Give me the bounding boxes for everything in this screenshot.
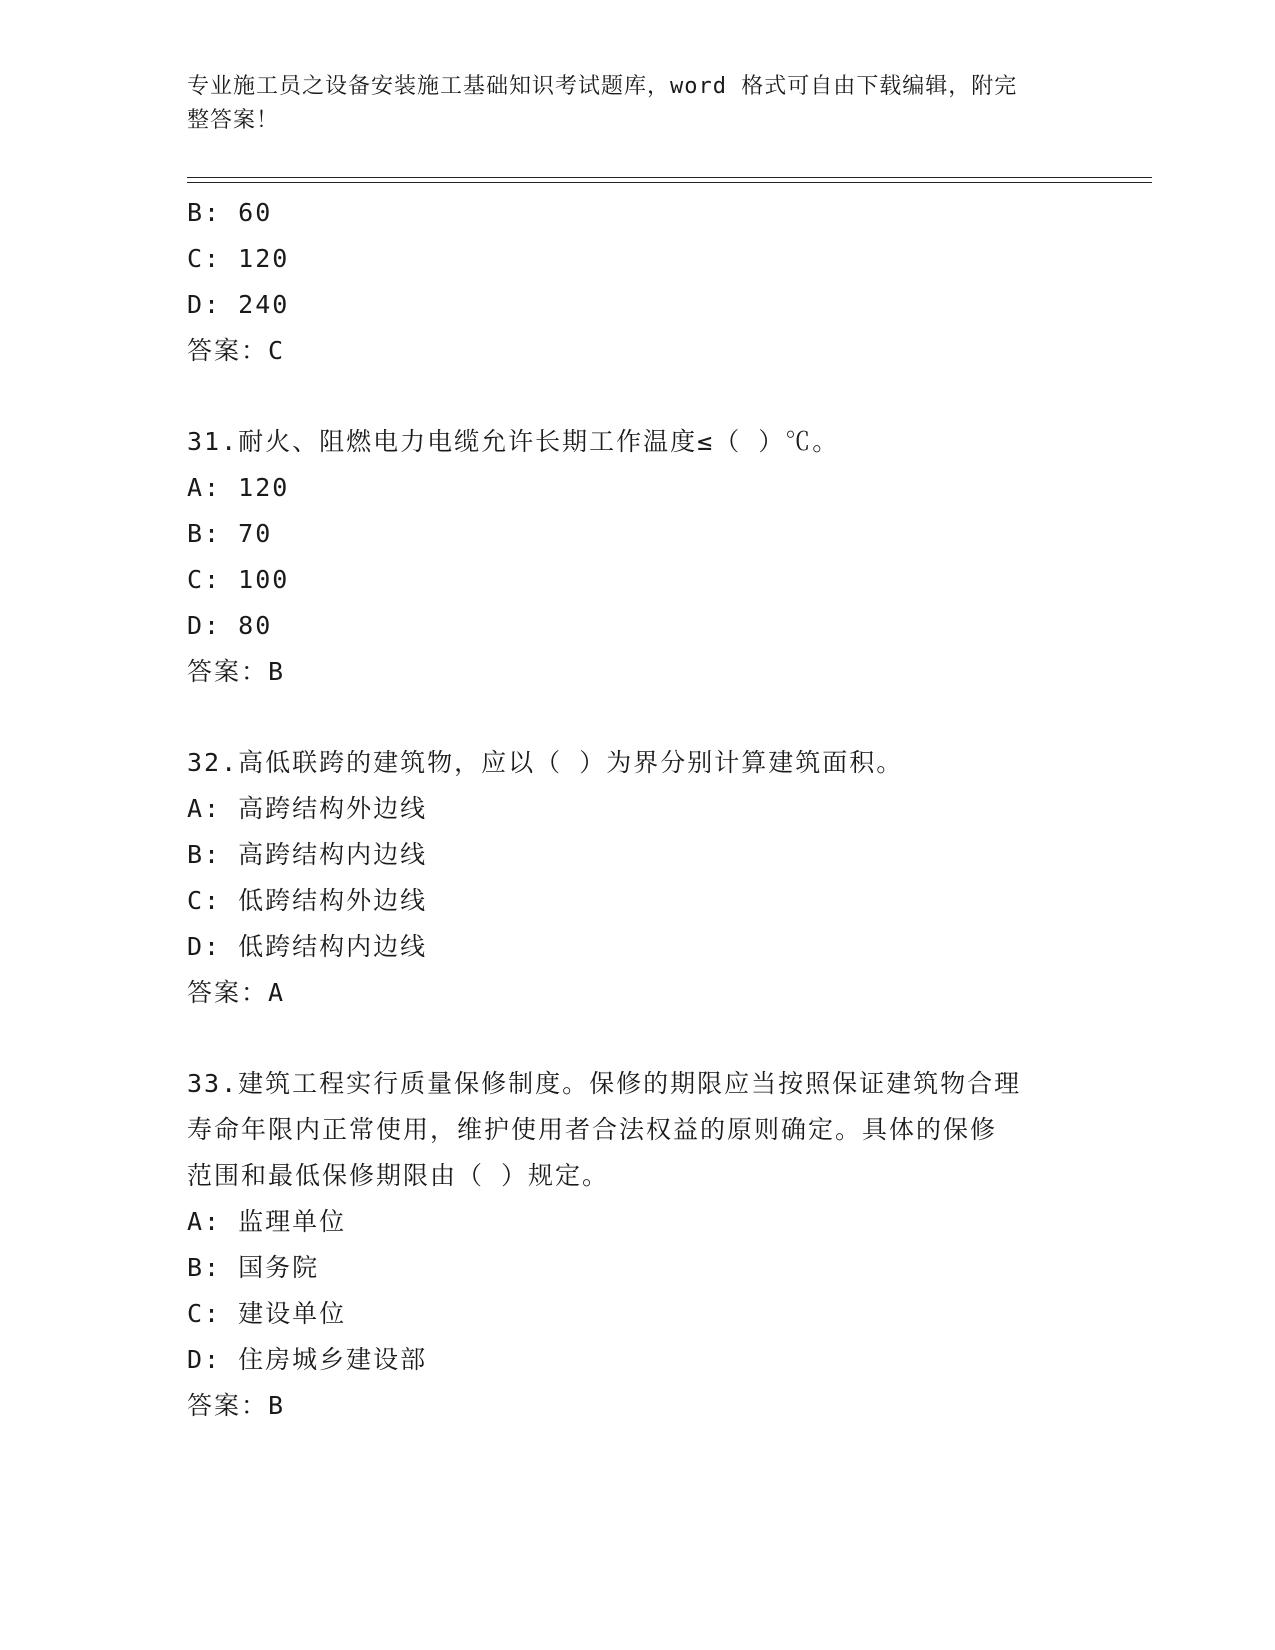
- document-body: [187, 190, 1087, 1429]
- answer: 答案：B: [187, 1391, 286, 1420]
- option-c: C: 低跨结构外边线: [187, 886, 428, 915]
- answer: 答案：A: [187, 978, 286, 1007]
- question-block-31: [187, 419, 1087, 695]
- header-line-2: 整答案！: [187, 108, 280, 133]
- question-text-line-1: 33.建筑工程实行质量保修制度。保修的期限应当按照保证建筑物合理: [187, 1069, 1022, 1098]
- option-b: B: 高跨结构内边线: [187, 840, 428, 869]
- option-b: B: 70: [187, 519, 273, 548]
- document-header: [187, 70, 1067, 138]
- header-rule-bottom: [187, 182, 1152, 183]
- option-d: D: 低跨结构内边线: [187, 932, 428, 961]
- option-c: C: 120: [187, 244, 290, 273]
- option-a: A: 高跨结构外边线: [187, 794, 428, 823]
- option-d: D: 240: [187, 290, 290, 319]
- option-d: D: 住房城乡建设部: [187, 1345, 428, 1374]
- header-line-1: 专业施工员之设备安装施工基础知识考试题库，word 格式可自由下载编辑，附完: [187, 74, 1018, 99]
- option-a: A: 监理单位: [187, 1207, 347, 1236]
- question-block-32: [187, 740, 1087, 1016]
- question-text: 31.耐火、阻燃电力电缆允许长期工作温度≤（ ）℃。: [187, 427, 840, 456]
- option-d: D: 80: [187, 611, 273, 640]
- option-c: C: 100: [187, 565, 290, 594]
- question-block-33: [187, 1061, 1087, 1429]
- option-b: B: 国务院: [187, 1253, 320, 1282]
- answer: 答案：C: [187, 336, 286, 365]
- answer: 答案：B: [187, 657, 286, 686]
- option-b: B: 60: [187, 198, 273, 227]
- header-rule-top: [187, 177, 1152, 178]
- option-c: C: 建设单位: [187, 1299, 347, 1328]
- question-text-line-3: 范围和最低保修期限由（ ）规定。: [187, 1161, 610, 1190]
- option-a: A: 120: [187, 473, 290, 502]
- question-block-prev: [187, 190, 1087, 374]
- question-text: 32.高低联跨的建筑物，应以（ ）为界分别计算建筑面积。: [187, 748, 904, 777]
- question-text-line-2: 寿命年限内正常使用，维护使用者合法权益的原则确定。具体的保修: [187, 1115, 998, 1144]
